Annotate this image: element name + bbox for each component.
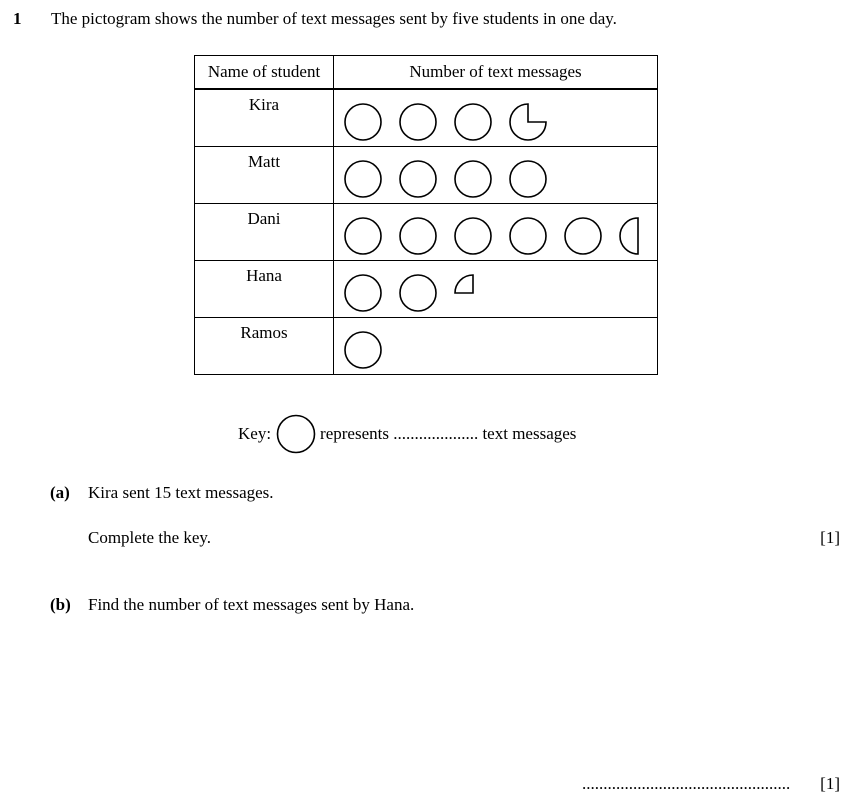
- symbol-cell: [334, 89, 658, 146]
- table-row: [195, 146, 658, 203]
- part-a-statement: Kira sent 15 text messages.: [88, 483, 274, 502]
- key-circle-icon: [276, 414, 316, 454]
- table-row: [195, 260, 658, 317]
- header-number-of-messages: Number of text messages: [334, 56, 658, 90]
- circle-symbol-icon: [509, 160, 547, 198]
- pictogram-key: [238, 414, 576, 454]
- circle-symbol-icon: [509, 217, 547, 255]
- symbol-cell: [334, 317, 658, 374]
- circle-symbol-icon: [454, 160, 492, 198]
- part-a-marks: [1]: [820, 528, 840, 547]
- table-row: [195, 203, 658, 260]
- question-intro: The pictogram shows the number of text messages sent by five students in one day.: [51, 9, 617, 28]
- circle-symbol-icon: [344, 217, 382, 255]
- pictogram-table: [194, 55, 658, 375]
- circle-symbol-icon: [344, 103, 382, 141]
- key-prefix: Key:: [238, 424, 272, 443]
- circle-symbol-icon: [399, 103, 437, 141]
- student-name: Dani: [195, 203, 334, 260]
- answer-line[interactable]: .................................................: [582, 774, 791, 793]
- table-header-row: [195, 56, 658, 90]
- question-number: 1: [13, 9, 22, 28]
- circle-symbol-icon: [399, 160, 437, 198]
- symbol-cell: [334, 203, 658, 260]
- circle-symbol-icon: [399, 274, 437, 312]
- header-name-of-student: Name of student: [195, 56, 334, 90]
- table-row: [195, 317, 658, 374]
- circle-symbol-icon: [454, 103, 492, 141]
- student-name: Matt: [195, 146, 334, 203]
- part-b-label: (b): [50, 595, 71, 614]
- circle-symbol-icon: [454, 217, 492, 255]
- key-text: represents .................... text messages: [320, 424, 577, 443]
- circle-symbol-icon: [399, 217, 437, 255]
- student-name: Ramos: [195, 317, 334, 374]
- circle-symbol-icon: [344, 160, 382, 198]
- symbol-cell: [334, 260, 658, 317]
- student-name: Hana: [195, 260, 334, 317]
- part-a-label: (a): [50, 483, 70, 502]
- circle-symbol-icon: [564, 217, 602, 255]
- partial-circle-symbol-icon: [619, 217, 657, 255]
- partial-circle-symbol-icon: [509, 103, 547, 141]
- part-b-question: Find the number of text messages sent by Hana.: [88, 595, 415, 614]
- part-a-instruction: Complete the key.: [88, 528, 212, 547]
- circle-symbol-icon: [344, 274, 382, 312]
- student-name: Kira: [195, 89, 334, 146]
- part-b-marks: [1]: [820, 774, 840, 793]
- symbol-cell: [334, 146, 658, 203]
- table-row: [195, 89, 658, 146]
- circle-symbol-icon: [344, 331, 382, 369]
- partial-circle-symbol-icon: [454, 274, 492, 312]
